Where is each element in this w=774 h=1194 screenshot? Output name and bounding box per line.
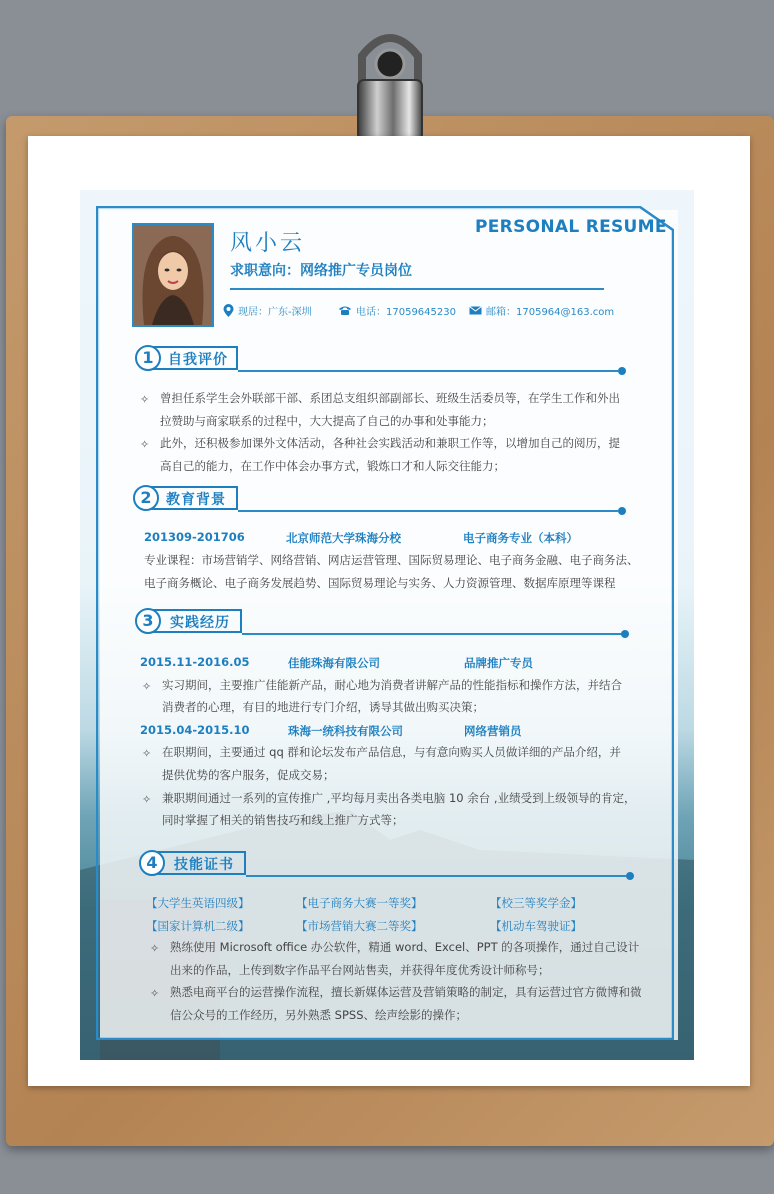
bullet-icon: ✧ [142,747,152,760]
practice-2-item2-line1: 兼职期间通过一系列的宣传推广 ,平均每月卖出各类电脑 10 余台 ,业绩受到上级领导的肯定， [162,791,636,805]
section-2-title: 教育背景 [166,492,226,508]
self-eval-1-line2: 拉赞助与商家联系的过程中，大大提高了自己的办事和处事能力； [160,414,494,428]
email-text: 邮箱：1705964@163.com [486,307,615,318]
resume-page [80,190,694,1060]
section-4-rule [246,875,626,877]
email-icon [469,306,482,315]
phone-text: 电话：17059645230 [356,307,456,318]
edu-period: 201309-201706 [144,530,245,544]
skill-1-line1: 熟练使用 Microsoft office 办公软件，精通 word、Excel、PPT 的各项操作，通过自己设计 [170,940,640,954]
practice-1-period: 2015.11-2016.05 [140,655,250,669]
self-eval-2-line2: 高自己的能力，在工作中体会办事方式，锻炼口才和人际交往能力； [160,459,505,473]
practice-2-item2-line2: 同时掌握了相关的销售技巧和线上推广方式等； [162,813,404,827]
self-eval-2-line1: 此外，还积极参加课外文体活动，各种社会实践活动和兼职工作等，以增加自己的阅历，提 [160,436,620,450]
bullet-icon: ✧ [142,793,152,806]
section-1-number: 1 [135,345,161,371]
skill-1-line2: 出来的作品，上传到数字作品平台网站售卖，并获得年度优秀设计师称号； [170,963,550,977]
section-2-dot [618,507,626,515]
section-1-dot [618,367,626,375]
job-intention: 求职意向：网络推广专员岗位 [230,263,412,279]
section-3-title: 实践经历 [170,615,230,631]
edu-courses-line1: 专业课程：市场营销学、网络营销、网店运营管理、国际贸易理论、电子商务金融、电子商务法、 [144,553,639,567]
contact-phone [338,303,456,318]
skill-2-line1: 熟悉电商平台的运营操作流程，擅长新媒体运营及营销策略的制定，具有运营过官方微博和微 [170,985,642,999]
section-3-number: 3 [135,608,161,634]
skill-2-line2: 信公众号的工作经历，另外熟悉 SPSS、绘声绘影的操作； [170,1008,467,1022]
cert-item: 【国家计算机二级】 [146,919,250,933]
practice-2-item1-line2: 提供优势的客户服务，促成交易； [162,768,335,782]
section-1-title: 自我评价 [168,352,228,368]
cert-item: 【大学生英语四级】 [146,896,250,910]
bullet-icon: ✧ [150,942,160,955]
edu-school: 北京师范大学珠海分校 [286,531,401,545]
location-pin-icon [223,304,234,317]
phone-icon [338,305,352,316]
edu-major: 电子商务专业（本科） [463,531,578,545]
section-1-rule [238,370,618,372]
bullet-icon: ✧ [140,393,150,406]
practice-1-company: 佳能珠海有限公司 [288,656,380,670]
location-text: 现居：广东-深圳 [238,307,312,318]
practice-2-item1-line1: 在职期间，主要通过 qq 群和论坛发布产品信息，与有意向购买人员做详细的产品介绍，并 [162,745,621,759]
contact-location [223,303,312,318]
cert-item: 【市场营销大赛二等奖】 [296,919,423,933]
practice-1-role: 品牌推广专员 [464,656,533,670]
bullet-icon: ✧ [142,680,152,693]
practice-2-role: 网络营销员 [464,724,522,738]
section-4-number: 4 [139,850,165,876]
bullet-icon: ✧ [140,438,150,451]
practice-1-item-line1: 实习期间，主要推广佳能新产品，耐心地为消费者讲解产品的性能指标和操作方法，并结合 [162,678,622,692]
section-2-rule [238,510,618,512]
section-4-dot [626,872,634,880]
bullet-icon: ✧ [150,987,160,1000]
section-3-dot [621,630,629,638]
cert-item: 【电子商务大赛一等奖】 [296,896,423,910]
practice-2-period: 2015.04-2015.10 [140,723,250,737]
practice-1-item-line2: 消费者的心理，有目的地进行专门介绍，诱导其做出购买决策； [162,700,484,714]
section-4-title: 技能证书 [174,857,234,873]
cert-item: 【校三等奖学金】 [490,896,582,910]
section-2-number: 2 [133,485,159,511]
self-eval-1-line1: 曾担任系学生会外联部干部、系团总支组织部副部长、班级生活委员等，在学生工作和外出 [160,391,620,405]
header-divider [230,288,604,290]
contact-email [469,303,614,318]
edu-courses-line2: 电子商务概论、电子商务发展趋势、国际贸易理论与实务、人力资源管理、数据库原理等课程 [144,576,616,590]
resume-label: PERSONAL RESUME [475,217,667,237]
cert-item: 【机动车驾驶证】 [490,919,582,933]
practice-2-company: 珠海一统科技有限公司 [288,724,403,738]
avatar [132,223,214,327]
candidate-name: 风小云 [230,231,306,256]
section-3-rule [242,633,622,635]
